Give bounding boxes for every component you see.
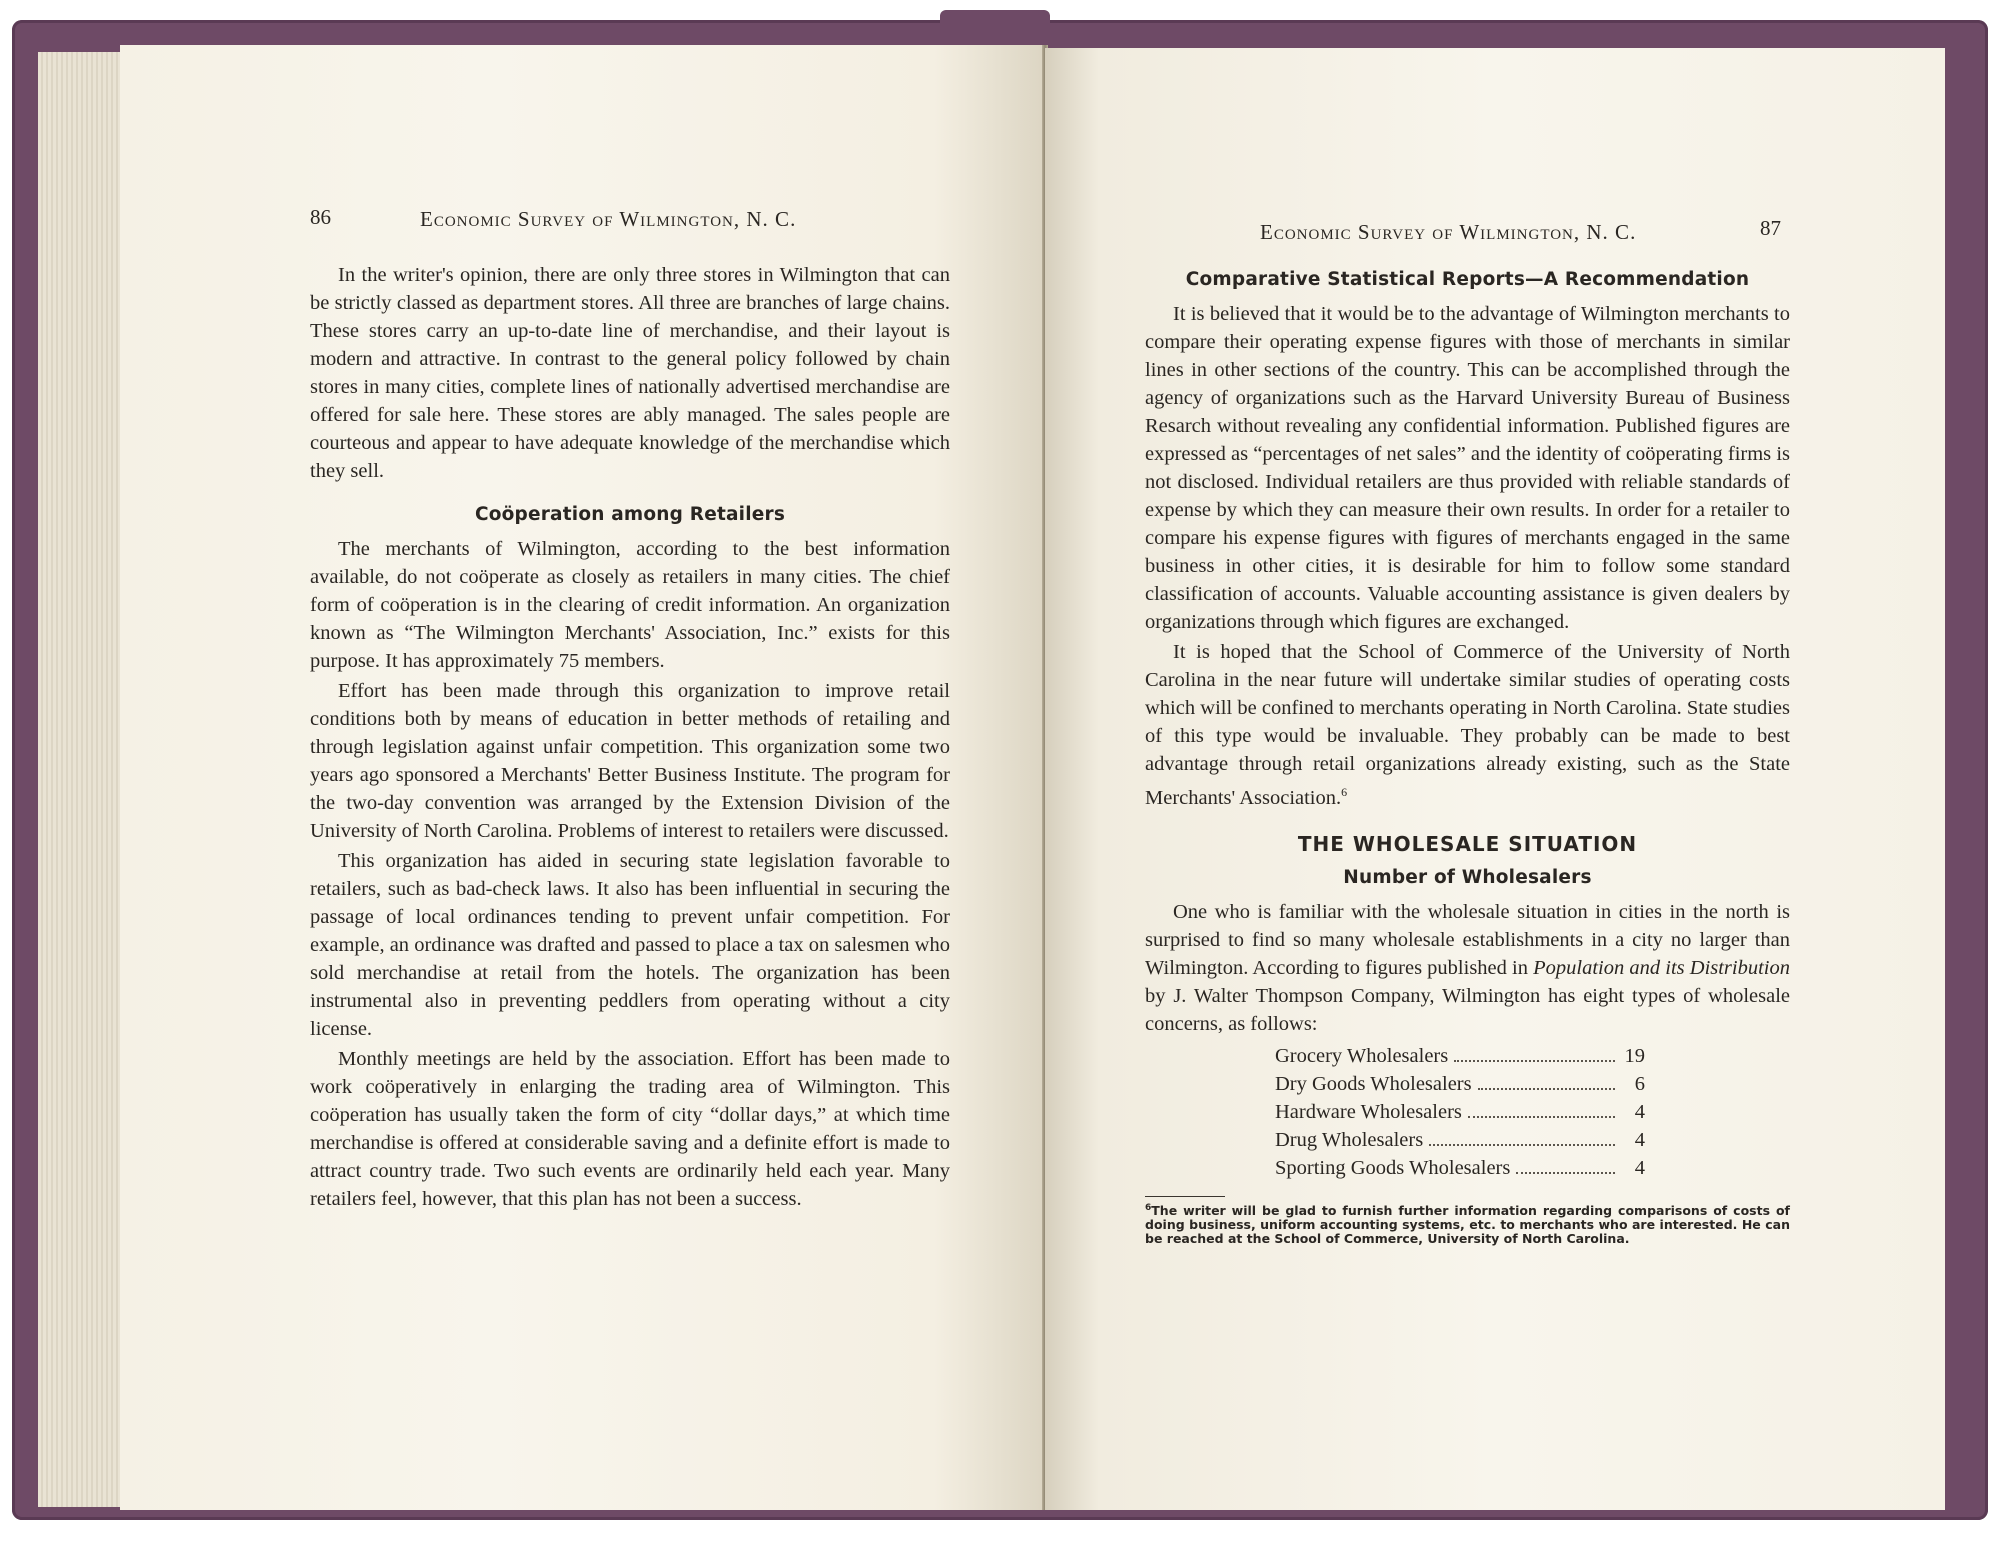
list-item bbox=[1275, 1154, 1645, 1182]
cooperation-heading: Coöperation among Retailers bbox=[474, 504, 786, 525]
left-text-column bbox=[310, 261, 950, 1213]
dot-leader bbox=[1454, 1060, 1615, 1062]
wholesaler-count: 19 bbox=[1624, 1044, 1645, 1067]
wholesale-text-before: One who is familiar with the wholesale situation in cities in the north is surprised to find so many wholesale establishments in a city no larger than Wilmington. According to figures published in bbox=[1145, 900, 1790, 979]
wholesaler-label: Sporting Goods Wholesalers bbox=[1275, 1156, 1511, 1179]
dot-leader bbox=[1429, 1144, 1615, 1146]
right-running-head bbox=[1260, 220, 1636, 245]
wholesaler-label: Drug Wholesalers bbox=[1275, 1128, 1424, 1151]
left-paragraph: Effort has been made through this organization to improve retail conditions both by means of education in better methods of retailing and through legislation against unfair competition. This organization some two years ago sponsored a Merchants' Better Business Institute. The program for the two-day convention was arranged by the Extension Division of the University of North Carolina. Problems of interest to retailers were discussed. bbox=[310, 680, 950, 842]
left-running-head bbox=[420, 207, 796, 232]
right-page-number: 87 bbox=[1760, 216, 1781, 240]
wholesaler-count: 4 bbox=[1634, 1100, 1645, 1123]
book-title-italic: Population and its Distribution bbox=[1533, 956, 1790, 979]
left-paragraph: Monthly meetings are held by the association. Effort has been made to work coöperatively in enlarging the trading area of Wilmington. This coöperation has usually taken the form of city “dollar days,” at which time merchandise is offered at considerable saving and a definite effort is made to attract country trade. Two such events are ordinarily held each year. Many retailers feel, however, that this plan has not been a success. bbox=[310, 1048, 950, 1210]
wholesaler-label: Hardware Wholesalers bbox=[1275, 1100, 1462, 1123]
list-item bbox=[1275, 1098, 1645, 1126]
footnote-reference: 6 bbox=[1341, 785, 1348, 799]
comparative-reports-heading: Comparative Statistical Reports—A Recommendation bbox=[1185, 269, 1750, 290]
footnote-number: 6 bbox=[1145, 1202, 1152, 1213]
page-block-edges bbox=[38, 52, 128, 1507]
left-page bbox=[120, 45, 1045, 1510]
wholesaler-count: 4 bbox=[1634, 1128, 1645, 1151]
left-page-number: 86 bbox=[310, 205, 331, 229]
footnote bbox=[1145, 1201, 1790, 1246]
left-intro-paragraph: In the writer's opinion, there are only three stores in Wilmington that can be strictly classed as department stores. All three are branches of large chains. These stores carry an up-to-date line of merchandise, and their layout is modern and attractive. In contrast to the general policy followed by chain stores in many cities, complete lines of nationally advertised merchandise are offered for sale here. These stores are ably managed. The sales people are courteous and appear to have adequate knowledge of the merchandise which they sell. bbox=[310, 264, 950, 482]
wholesaler-count: 6 bbox=[1634, 1072, 1645, 1095]
wholesale-section-heading: THE WHOLESALE SITUATION bbox=[1297, 831, 1638, 856]
right-running-head-suffix: , N. C. bbox=[1573, 220, 1637, 244]
right-paragraph-school-text: It is hoped that the School of Commerce of the University of North Carolina in the near future will undertake similar studies of operating costs which will be confined to merchants operating in North Carolina. State studies of this type would be invaluable. They probably can be made to best advantage through retail organizations already existing, such as the State Merchants' Association. bbox=[1145, 641, 1790, 809]
wholesaler-count: 4 bbox=[1634, 1156, 1645, 1179]
list-item bbox=[1275, 1126, 1645, 1154]
right-paragraph-wholesale bbox=[1145, 898, 1790, 1038]
dot-leader bbox=[1478, 1088, 1615, 1090]
right-page bbox=[1045, 48, 1945, 1510]
right-paragraph: It is believed that it would be to the advantage of Wilmington merchants to compare their operating expense figures with those of merchants in similar lines in other sections of the country. This can be accomplished through the agency of organizations such as the Harvard University Bureau of Business Resarch without revealing any confidential information. Published figures are expressed as “percentages of net sales” and the identity of coöperating firms is not disclosed. Individual retailers are thus provided with reliable standards of expense by which they can measure their own results. In order for a retailer to compare his expense figures with figures of merchants engaged in the same business in other cities, it is desirable for him to follow some standard classification of accounts. Valuable accounting assistance is given dealers by organizations through which figures are exchanged. bbox=[1145, 303, 1790, 633]
list-item bbox=[1275, 1070, 1645, 1098]
wholesalers-list bbox=[1275, 1042, 1645, 1182]
wholesaler-label: Grocery Wholesalers bbox=[1275, 1044, 1449, 1067]
left-paragraph: This organization has aided in securing state legislation favorable to retailers, such as bad-check laws. It also has been influential in securing the passage of local ordinances tending to prevent unfair competition. For example, an ordinance was drafted and passed to place a tax on salesmen who sold merchandise at retail from the hotels. The organization has been instrumental also in preventing peddlers from operating without a city license. bbox=[310, 850, 950, 1040]
right-text-column bbox=[1145, 266, 1790, 1246]
footnote-text: The writer will be glad to furnish further information regarding comparisons of costs of doing business, uniform accounting systems, etc. to merchants who are interested. He can be reached at the School of Commerce, University of North Carolina. bbox=[1145, 1202, 1790, 1246]
right-paragraph-school bbox=[1145, 638, 1790, 812]
left-paragraph: The merchants of Wilmington, according to the best information available, do not coöperate as closely as retailers in many cities. The chief form of coöperation is in the clearing of credit information. An organization known as “The Wilmington Merchants' Association, Inc.” exists for this purpose. It has approximately 75 members. bbox=[310, 538, 950, 672]
wholesaler-label: Dry Goods Wholesalers bbox=[1275, 1072, 1472, 1095]
number-of-wholesalers-heading: Number of Wholesalers bbox=[1343, 866, 1592, 888]
dot-leader bbox=[1468, 1116, 1615, 1118]
left-running-head-title: Economic Survey of Wilmington bbox=[420, 207, 734, 231]
wholesale-text-after: by J. Walter Thompson Company, Wilmington has eight types of wholesale concerns, as follows: bbox=[1145, 984, 1790, 1035]
right-running-head-title: Economic Survey of Wilmington bbox=[1260, 220, 1574, 244]
dot-leader bbox=[1516, 1172, 1615, 1174]
list-item bbox=[1275, 1042, 1645, 1070]
left-running-head-suffix: , N. C. bbox=[733, 207, 797, 231]
footnote-divider bbox=[1145, 1196, 1225, 1197]
book-spine-top bbox=[940, 10, 1050, 50]
